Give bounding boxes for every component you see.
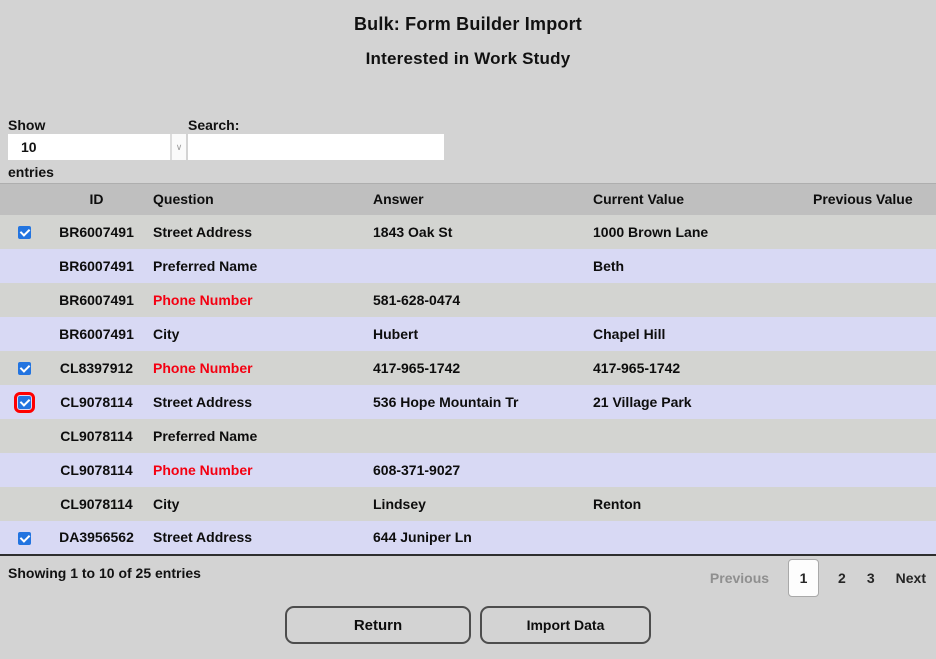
- row-answer: Lindsey: [365, 487, 585, 521]
- row-answer: 581-628-0474: [365, 283, 585, 317]
- row-id: CL8397912: [48, 351, 145, 385]
- search-label: Search:: [188, 117, 240, 133]
- row-previous-value: [805, 283, 936, 317]
- row-question: City: [145, 487, 365, 521]
- row-current-value: 417-965-1742: [585, 351, 805, 385]
- page-size-select[interactable]: [8, 134, 186, 160]
- page-size-value: 10: [21, 139, 37, 155]
- table-row: [0, 487, 936, 521]
- row-question: Phone Number: [145, 283, 365, 317]
- row-checkbox[interactable]: [18, 362, 31, 375]
- row-question: Preferred Name: [145, 419, 365, 453]
- row-answer: Hubert: [365, 317, 585, 351]
- entries-label: entries: [8, 164, 54, 180]
- page-button-3[interactable]: 3: [866, 570, 875, 586]
- next-button[interactable]: Next: [895, 570, 926, 586]
- chevron-down-icon[interactable]: ∨: [170, 134, 186, 160]
- row-question: City: [145, 317, 365, 351]
- row-current-value: 21 Village Park: [585, 385, 805, 419]
- row-answer: [365, 419, 585, 453]
- row-previous-value: [805, 317, 936, 351]
- row-current-value: Chapel Hill: [585, 317, 805, 351]
- row-previous-value: [805, 453, 936, 487]
- row-previous-value: [805, 215, 936, 249]
- row-answer: 536 Hope Mountain Tr: [365, 385, 585, 419]
- table-row: [0, 453, 936, 487]
- page-title: Bulk: Form Builder Import: [353, 14, 582, 34]
- row-question: Phone Number: [145, 453, 365, 487]
- row-question: Preferred Name: [145, 249, 365, 283]
- row-id: CL9078114: [48, 453, 145, 487]
- row-current-value: 1000 Brown Lane: [585, 215, 805, 249]
- table-row: [0, 385, 936, 419]
- column-header-previous-value: Previous Value: [805, 184, 936, 215]
- page-button-1[interactable]: 1: [788, 559, 819, 597]
- row-current-value: Renton: [585, 487, 805, 521]
- table-row: [0, 283, 936, 317]
- column-header-current-value: Current Value: [585, 184, 805, 215]
- row-answer: 1843 Oak St: [365, 215, 585, 249]
- row-checkbox[interactable]: [18, 532, 31, 545]
- row-id: BR6007491: [48, 283, 145, 317]
- row-id: CL9078114: [48, 419, 145, 453]
- row-previous-value: [805, 521, 936, 555]
- table-row: [0, 351, 936, 385]
- row-answer: 608-371-9027: [365, 453, 585, 487]
- row-previous-value: [805, 419, 936, 453]
- row-id: BR6007491: [48, 215, 145, 249]
- column-header-id: ID: [48, 184, 145, 215]
- page-button-2[interactable]: 2: [838, 570, 846, 586]
- showing-info: Showing 1 to 10 of 25 entries: [8, 565, 201, 581]
- row-id: BR6007491: [48, 249, 145, 283]
- table-row: [0, 317, 936, 351]
- column-header-question: Question: [145, 184, 365, 215]
- row-answer: 644 Juniper Ln: [365, 521, 585, 555]
- row-previous-value: [805, 249, 936, 283]
- row-checkbox[interactable]: [18, 226, 31, 239]
- pagination: [710, 556, 926, 600]
- row-id: BR6007491: [48, 317, 145, 351]
- row-current-value: [585, 283, 805, 317]
- show-label: Show: [8, 117, 46, 133]
- table-row: [0, 521, 936, 555]
- column-header-checkbox: [0, 184, 48, 215]
- table-row: [0, 419, 936, 453]
- row-current-value: [585, 419, 805, 453]
- previous-button[interactable]: Previous: [709, 570, 770, 586]
- import-table: [0, 183, 936, 556]
- row-id: DA3956562: [48, 521, 145, 555]
- table-row: [0, 249, 936, 283]
- table-row: [0, 215, 936, 249]
- return-button[interactable]: Return: [285, 606, 471, 644]
- row-question: Street Address: [145, 521, 365, 555]
- row-id: CL9078114: [48, 487, 145, 521]
- row-answer: 417-965-1742: [365, 351, 585, 385]
- row-previous-value: [805, 351, 936, 385]
- column-header-answer: Answer: [365, 184, 585, 215]
- row-current-value: [585, 453, 805, 487]
- row-previous-value: [805, 385, 936, 419]
- page-subtitle: Interested in Work Study: [365, 49, 571, 68]
- action-buttons: [0, 606, 936, 644]
- row-checkbox-highlighted[interactable]: [18, 396, 31, 409]
- row-previous-value: [805, 487, 936, 521]
- row-question: Phone Number: [145, 351, 365, 385]
- row-current-value: Beth: [585, 249, 805, 283]
- search-input[interactable]: [188, 134, 444, 160]
- row-question: Street Address: [145, 385, 365, 419]
- row-id: CL9078114: [48, 385, 145, 419]
- row-question: Street Address: [145, 215, 365, 249]
- import-data-button[interactable]: Import Data: [480, 606, 651, 644]
- row-current-value: [585, 521, 805, 555]
- table-header-row: [0, 184, 936, 215]
- row-answer: [365, 249, 585, 283]
